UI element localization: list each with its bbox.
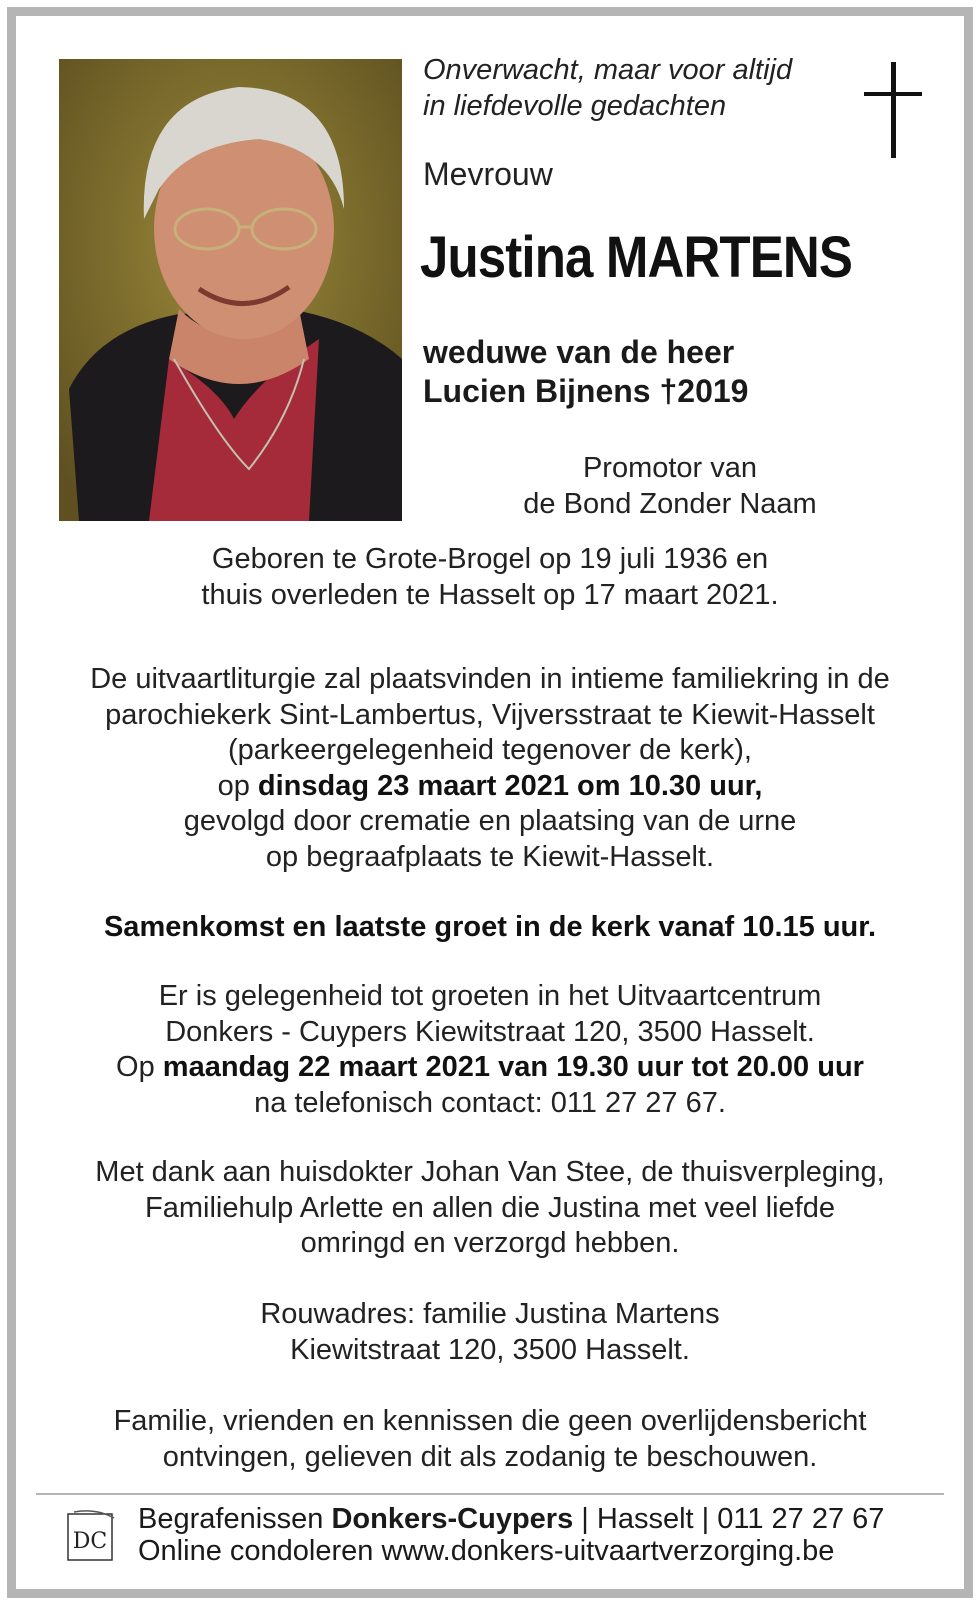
funeral-home-footer [138, 1503, 884, 1567]
footer-company: Donkers-Cuypers [331, 1503, 574, 1535]
funeral-date-prefix: op [217, 769, 250, 802]
visitation-date-prefix: Op [116, 1051, 155, 1083]
visitation-line-2: Donkers - Cuypers Kiewitstraat 120, 3500 Hasselt. [165, 1015, 815, 1048]
spouse-line-1: weduwe van de heer [423, 334, 735, 370]
portrait-photo [59, 59, 402, 521]
birth-death-paragraph [40, 542, 940, 613]
notice-line-1: Familie, vrienden en kennissen die geen overlijdensbericht [113, 1405, 867, 1437]
visitation-paragraph [40, 979, 940, 1121]
notice-paragraph [40, 1404, 940, 1475]
death-line: thuis overleden te Hasselt op 17 maart 2021. [201, 578, 779, 611]
visitation-line-1: Er is gelegenheid tot groeten in het Uitvaartcentrum [158, 980, 822, 1012]
footer-city: Hasselt [596, 1503, 694, 1535]
footer-phone: 011 27 27 67 [717, 1503, 885, 1535]
visitation-line-3 [40, 1050, 940, 1086]
motto-line-2: in liefdevolle gedachten [423, 90, 727, 122]
footer-divider [36, 1493, 944, 1495]
footer-prefix: Begrafenissen [138, 1503, 324, 1535]
funeral-paragraph [40, 662, 940, 875]
address-line-1: Rouwadres: familie Justina Martens [260, 1298, 720, 1330]
birth-line: Geboren te Grote-Brogel op 19 juli 1936 en [211, 543, 769, 575]
honorific: Mevrouw [423, 156, 553, 192]
motto-line-1: Onverwacht, maar voor altijd [423, 54, 793, 86]
thanks-line-2: Familiehulp Arlette en allen die Justina met veel liefde [145, 1191, 835, 1224]
funeral-line-4 [40, 769, 940, 805]
promotor-line-2: de Bond Zonder Naam [523, 488, 817, 520]
funeral-line-5: gevolgd door crematie en plaatsing van de urne [183, 805, 797, 837]
footer-online-label: Online condoleren [138, 1535, 374, 1567]
footer-line-2 [138, 1535, 884, 1567]
spouse-line-2: Lucien Bijnens †2019 [423, 373, 749, 409]
deceased-name: Justina MARTENS [420, 225, 853, 290]
promotor-line-1: Promotor van [582, 452, 758, 484]
promotor-info [470, 450, 870, 522]
visitation-line-4: na telefonisch contact: 011 27 27 67. [254, 1086, 726, 1119]
funeral-date: dinsdag 23 maart 2021 om 10.30 uur, [257, 769, 763, 802]
footer-line-1 [138, 1503, 884, 1535]
svg-text:DC: DC [72, 1529, 108, 1554]
portrait-illustration [59, 59, 402, 521]
mourning-address [40, 1297, 940, 1368]
latin-cross-icon [864, 62, 924, 160]
funeral-line-6: op begraafplaats te Kiewit-Hasselt. [265, 840, 715, 873]
address-line-2: Kiewitstraat 120, 3500 Hasselt. [290, 1333, 690, 1366]
visitation-date: maandag 22 maart 2021 van 19.30 uur tot 20.00 uur [162, 1051, 864, 1083]
spouse-info [423, 333, 748, 411]
funeral-line-2: parochiekerk Sint-Lambertus, Vijversstraat te Kiewit-Hasselt [105, 698, 875, 731]
funeral-line-1: De uitvaartliturgie zal plaatsvinden in intieme familiekring in de [90, 663, 890, 695]
footer-separator-1: | [581, 1503, 589, 1535]
company-logo-icon [66, 1508, 118, 1564]
notice-line-2: ontvingen, gelieven dit als zodanig te beschouwen. [162, 1440, 818, 1473]
thanks-paragraph [40, 1155, 940, 1262]
funeral-line-3: (parkeergelegenheid tegenover de kerk), [228, 734, 752, 766]
footer-website-link[interactable]: www.donkers-uitvaartverzorging.be [381, 1535, 835, 1567]
thanks-line-1: Met dank aan huisdokter Johan Van Stee, de thuisverpleging, [95, 1156, 885, 1188]
thanks-line-3: omringd en verzorgd hebben. [300, 1227, 680, 1259]
footer-separator-2: | [701, 1503, 710, 1535]
gathering-notice: Samenkomst en laatste groet in de kerk vanaf 10.15 uur. [103, 911, 877, 943]
motto [423, 52, 843, 124]
